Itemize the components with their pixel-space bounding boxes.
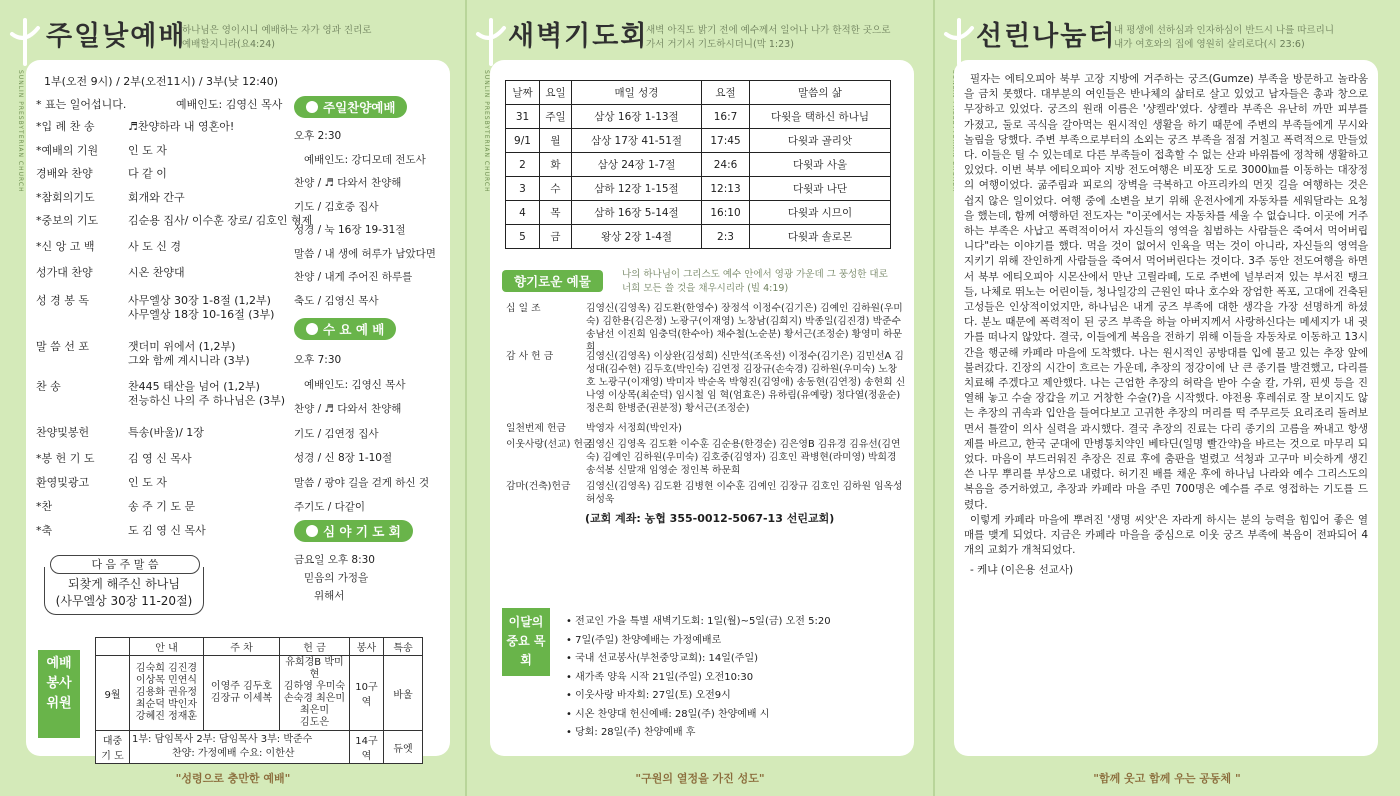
- volunteer-name: 이영주 김두호: [210, 681, 273, 692]
- church-vertical-text: SUNLIN PRESBYTERIAN CHURCH: [17, 70, 24, 193]
- table-header: 특송: [384, 638, 423, 656]
- table-header: 요일: [540, 81, 572, 105]
- offering-row: [506, 438, 906, 478]
- volunteer-name: 유희경B 박미현: [285, 657, 344, 680]
- order-value: 잿더미 위에서 (1,2부): [128, 340, 236, 353]
- cross-badge-icon: [306, 101, 318, 113]
- table-cell: 17:45: [702, 129, 750, 153]
- table-cell: 9/1: [506, 129, 540, 153]
- offering-label: 감 사 헌 금: [506, 351, 554, 362]
- table-cell: 다윗과 골리앗: [750, 129, 891, 153]
- cross-logo-icon: [8, 18, 42, 66]
- worship-order-item: [36, 378, 286, 408]
- prayer-label: 대중 기 도: [96, 731, 130, 764]
- dawn-row: [506, 225, 891, 249]
- table-cell: 4: [506, 201, 540, 225]
- night-prayer-heading: [294, 520, 413, 542]
- offering-row: [506, 302, 906, 353]
- order-value: 도 김 영 신 목사: [128, 524, 206, 537]
- table-cell: 화: [540, 153, 572, 177]
- title-verse: [646, 24, 890, 52]
- order-value: 김 영 신 목사: [128, 452, 192, 465]
- prayer-special: 듀엣: [384, 731, 423, 764]
- verse-line: 하나님은 영이시니 예배하는 자가 영과 진리로: [182, 25, 372, 36]
- prayer-line: 찬양: 가정예배 수요: 이한산: [172, 748, 295, 759]
- schedule-line: 말씀 / 광야 길을 걷게 하신 것: [294, 476, 430, 489]
- order-label: 성 경 봉 독: [36, 294, 89, 307]
- order-value: 사 도 신 경: [128, 240, 181, 253]
- essay: [964, 72, 1368, 578]
- table-cell: 삼상 17장 41-51절: [572, 129, 702, 153]
- table-header: 봉사: [350, 638, 384, 656]
- news-item: • 이웃사랑 바자회: 27일(토) 오전9시: [566, 690, 731, 701]
- order-label: 경배와 찬양: [36, 167, 93, 180]
- schedule-line: 축도 / 김영신 목사: [294, 294, 379, 307]
- volunteer-month: 9월: [96, 656, 130, 731]
- table-header: [96, 638, 130, 656]
- order-value: 인 도 자: [128, 144, 167, 157]
- offering-title: 향기로운 예물: [502, 270, 603, 292]
- worship-order-item: [36, 338, 286, 368]
- table-header: 날짜: [506, 81, 540, 105]
- table-cell: 2:3: [702, 225, 750, 249]
- news-item: • 당회: 28일(주) 찬양예배 후: [566, 727, 696, 738]
- cross-badge-icon: [306, 323, 318, 335]
- order-value: 그와 함께 계시니라 (3부): [128, 354, 250, 367]
- order-label: *예배의 기원: [36, 144, 99, 157]
- order-value: 사무엘상 30장 1-8절 (1,2부): [128, 294, 271, 307]
- fold-line: [933, 0, 935, 796]
- volunteer-name: 최은미: [300, 705, 329, 716]
- table-cell: 3: [506, 177, 540, 201]
- table-cell: 다윗과 시므이: [750, 201, 891, 225]
- order-label: *중보의 기도: [36, 214, 99, 227]
- schedule-line: 찬양 / ♬ 다와서 찬양해: [294, 177, 402, 189]
- offering-label: 십 일 조: [506, 303, 541, 314]
- night-prayer-title: 심 야 기 도 회: [323, 524, 401, 539]
- order-value: 특송(바울)/ 1장: [128, 426, 204, 439]
- offering-row: [506, 422, 906, 436]
- footer-motto: "성령으로 충만한 예배": [175, 772, 291, 785]
- table-cell: 삼상 16장 1-13절: [572, 105, 702, 129]
- order-label: *축: [36, 524, 53, 537]
- volunteer-name: 손숙경 최은미: [283, 693, 346, 704]
- dawn-row: [506, 105, 891, 129]
- schedule-line: 기도 / 김연정 집사: [294, 427, 379, 440]
- volunteer-name: 이상목 민연식: [135, 675, 198, 686]
- prayer-row: [96, 731, 423, 764]
- verse-line: 가서 거기서 기도하시더니(막 1:23): [646, 39, 794, 50]
- offering-label: 이웃사랑(선교) 헌금: [506, 439, 593, 450]
- volunteer-name: 최순덕 박인자: [135, 699, 198, 710]
- offering-verse: [622, 268, 888, 296]
- order-label: *입 례 찬 송: [36, 120, 95, 133]
- verse-line: 너희 모든 쓸 것을 채우시리라 (빌 4:19): [622, 283, 789, 294]
- volunteer-guides: [130, 656, 204, 731]
- dawn-row: [506, 201, 891, 225]
- essay-signature: - 케냐 (이은용 선교사): [970, 563, 1074, 576]
- order-label: * 표는 일어섭니다.: [36, 98, 127, 111]
- volunteer-name: 김도은: [300, 717, 329, 728]
- volunteer-name: 김용화 권유정: [135, 687, 198, 698]
- table-cell: 삼하 12장 1-15절: [572, 177, 702, 201]
- offering-names: 김영신 김영옥 김도환 이수훈 김순용(한경순) 김은영B 김유경 김유선(김연숙) 김예인 김하원(우미숙) 김호중(김영자) 김호인 곽병현(라미영) 박희경 송석봉 신말재 임영순 정인복 하문희: [586, 439, 901, 476]
- order-label: 말 씀 선 포: [36, 340, 89, 353]
- table-cell: 수: [540, 177, 572, 201]
- fold-line: [465, 0, 467, 796]
- table-header: 매일 성경: [572, 81, 702, 105]
- wednesday-service-title: 수 요 예 배: [323, 322, 385, 337]
- church-account: (교회 계좌: 농협 355-0012-5067-13 선린교회): [585, 512, 835, 525]
- order-value: ♬찬양하라 내 영혼아!: [128, 120, 235, 133]
- table-header: 주 차: [204, 638, 280, 656]
- schedule-line: 예배인도: 김영신 목사: [304, 378, 406, 391]
- essay-paragraph: 이렇게 카페라 마을에 뿌려진 '생명 씨앗'은 자라게 하시는 분의 능력을 힘입어 좋은 열매를 맺게 되었다. 지금은 카페라 마을을 중심으로 이웃 궁즈 부족에 복음이 전파되어 4개의 교회가 개척되었다.: [964, 513, 1368, 557]
- prayer-line: 1부: 담임목사 2부: 담임목사 3부: 박준수: [132, 734, 313, 745]
- order-value: 회개와 간구: [128, 191, 185, 204]
- offering-row: [506, 480, 906, 510]
- cross-badge-icon: [306, 525, 318, 537]
- table-cell: 31: [506, 105, 540, 129]
- schedule-line: 찬양 / ♬ 다와서 찬양해: [294, 403, 402, 415]
- volunteer-header-row: [96, 638, 423, 656]
- prayer-service: 14구역: [350, 731, 384, 764]
- essay-paragraph: 필자는 에티오피아 북부 고장 지방에 거주하는 궁즈(Gumze) 부족을 방문하고 놀라움을 금치 못했다. 대부분의 여인들은 반나체의 삶터로 살고 있었고 남자들은 총과 창으로 무장하고 있었다. 궁즈의 원래 이름은 '샹켈라'였다. 샹켈라 부족은 유난히 까만 피부를 가졌고, 둘로 곡식을 갈아먹는 원시적인 생활을 하기 때문에 주변의 부족들에게 무시와 놀림을 당했다. 주변 부족으로부터의 소외는 궁즈 부족을 점점 거칠고 폭력적으로 만들었다. 이들은 틸 수 있는데로 다른 부족들이 접촉할 수 없는 산과 바위틈에 정착해 생활하고 있었다. 이번 북부 에티오피아 지방 전도여행은 비포장 도로 3000㎞를 이동하는 대장정의 여행이었다. 굶주림과 피로의 장벽을 극복하고 아프리카의 먼짓 길을 여행하는 것은 쉽지 않은 일이었다. 여행 중에 소변을 보기 위해 운전사에게 자동차를 세워달라는 요청을 했는데, 함께 여행하던 전도자는 "이곳에서는 자동차를 세울 수 없습니다. 이곳에 거주하는 부족은 사납고 폭력적이어서 자신들의 영역을 침범하는 사람들은 죽여서 먹어버립니다"라는 이야기를 했다. 먹을 것이 없어서 인육을 먹는 것이 아니라, 자신들의 영역을 지키기 위해 잔인하게 사람들을 죽여서 먹어버린다는 것이다. 3주 동안 전도여행을 하면서 북부 에티오피아 시몬산에서 만난 고릴라떼, 도로 주변에 널부러져 있는 부서진 탱크들, 나체로 뛰노는 어린이들, 청나일강의 근원인 따나 호수와 장엄한 폭포, 고대에 건축된 고성들은 인상적이었지만, 하나님은 내게 궁즈 부족에 대한 생각을 가장 선명하게 하셨다. 분노 때문에 폭력적이 된 궁즈 부족을 하늘 아버지께서 사랑하신다는 메세지가 내 귓가를 떠나지 않았다. 결국, 이들에게 복음을 전하기 위해 이들을 자동차로 이동하고 13시간을 행군해 카페라 마을에 도착했다. 나는 원시적인 공방대를 입에 물고 있는 추장 앞에 불려갔다. 긴장의 시간이 흐르는 가운데, 추장의 정강이에 난 큰 종기를 발견했고, 다리를 치료해 주겠다고 제안했다. 나는 근엄한 추장의 허락을 받아 수술 칼, 가위, 핀셋 등을 진열해 놓고 수술 장갑을 끼고 거창한 수술(?)을 시작했다. 야전용 후레쉬로 잘 보이지도 않는 추장의 귀속과 입안을 들여다보고 고귀한 추장의 머리를 떡 주무르듯 요리조리 돌려보면서 틀깔이 의사 실력을 과시했다. 결국 추장의 진료는 다리 종기의 고름을 짜내고 항생제를 바르고, 한국 군대에 만병통치약인 베타딘(일명 빨간약)을 바르는 것으로 마무리 되었다. 마음이 부드러워진 추장은 진료 후에 춤판을 벌렸고 석청과 고구마 비슷하게 생긴 쓴 나무 뿌리를 부상으로 내렸다. 허기진 배를 채운 후에 하나님 나라와 예수 그리스도의 복음을 증거하였고, 추장과 카페라 마을 주민 700명은 예수를 주로 영접하는 기도를 드렸다.: [964, 73, 1368, 511]
- next-week-sermon: 되찾게 해주신 하나님: [68, 577, 180, 591]
- worship-order-item: [36, 264, 286, 294]
- volunteer-offering: [280, 656, 350, 731]
- table-cell: 삼하 16장 5-14절: [572, 201, 702, 225]
- schedule-line: 성경 / 신 8장 1-10절: [294, 452, 393, 464]
- order-value: 사무엘상 18장 10-16절 (3부): [128, 308, 275, 321]
- schedule-line: 주기도 / 다같이: [294, 501, 366, 513]
- next-week-scripture: (사무엘상 30장 11-20절): [55, 594, 193, 608]
- news-item: • 국내 선교봉사(부천중앙교회): 14일(주일): [566, 653, 759, 664]
- table-cell: 16:7: [702, 105, 750, 129]
- page-title: 새벽기도회: [508, 21, 649, 52]
- table-cell: 목: [540, 201, 572, 225]
- schedule-line: 오후 7:30: [294, 354, 342, 366]
- order-label: *신 앙 고 백: [36, 240, 95, 253]
- schedule-line: 기도 / 김호중 집사: [294, 200, 379, 213]
- table-cell: 12:13: [702, 177, 750, 201]
- dawn-row: [506, 153, 891, 177]
- volunteer-table: [95, 637, 423, 764]
- offering-names: 박영자 서정희(박인자): [586, 423, 682, 434]
- offering-names: 김영신(김영옥) 이상완(김성희) 신만석(조옥선) 이정수(김기은) 김민선A 김성대(김수현) 김두호(박인숙) 김연정 김장규(손숙경) 김하원(우미숙) 노창호 노광구(이재영) 박미자 박순옥 박형진(김영애) 송동현(김연정) 송현희 신나영 이상목(최순덕) 임시철 임 혁(엄효은) 유하림(유예랑) 정다열(정윤순) 정은희 한병준(권분정) 황서근(조정순): [586, 351, 906, 414]
- news-item: • 시온 찬양대 헌신예배: 28일(주) 찬양예배 시: [566, 708, 770, 720]
- page-title: 주일낮예배: [46, 21, 187, 52]
- volunteer-name: 김하영 우미숙: [283, 681, 346, 692]
- order-label: 환영및광고: [36, 476, 90, 489]
- footer-motto: "함께 웃고 함께 우는 공동체 ": [1093, 772, 1241, 785]
- schedule-line: 오후 2:30: [294, 130, 342, 142]
- table-cell: 월: [540, 129, 572, 153]
- verse-line: 새벽 아직도 밝기 전에 예수께서 일어나 나가 한적한 곳으로: [646, 25, 891, 36]
- volunteer-row: [96, 656, 423, 731]
- volunteer-name: 김장규 이세복: [210, 693, 273, 704]
- service-times: 1부(오전 9시) / 2부(오전11시) / 3부(낮 12:40): [44, 75, 279, 88]
- table-cell: 다윗과 솔로몬: [750, 225, 891, 249]
- offering-names: 김영신(김영옥) 김도환 김병현 이수훈 김예인 김장규 김호인 김하원 임옥성 허성욱: [586, 481, 903, 505]
- offering-names: 김영신(김영옥) 김도환(한영수) 장정석 이정수(김기은) 김예인 김하원(우미숙) 김한용(김은정) 노광구(이재영) 노창남(김희지) 박종일(김진경) 박준수 송남선 이진희 임충덕(한수아) 채수철(노순분) 황서근(조정순) 황영미 하문희: [586, 303, 903, 353]
- table-cell: 다윗과 사울: [750, 153, 891, 177]
- volunteer-service: 10구역: [350, 656, 384, 731]
- volunteer-parking: [204, 656, 280, 731]
- order-value: 김순용 집사/ 이수훈 장로/ 김호인 형제: [128, 214, 313, 227]
- order-label: *찬: [36, 500, 53, 513]
- news-item: • 7일(주일) 찬양예배는 가정예배로: [566, 634, 722, 646]
- next-week-box: [44, 567, 204, 615]
- volunteer-special: 바울: [384, 656, 423, 731]
- table-header: 요절: [702, 81, 750, 105]
- offering-row: [506, 350, 906, 418]
- schedule-line: 말씀 / 내 생에 허루가 남았다면: [294, 247, 436, 260]
- order-value: 인 도 자: [128, 476, 167, 489]
- cross-logo-icon: [474, 18, 508, 66]
- news-item: • 새가족 양육 시작 21일(주일) 오전10:30: [566, 671, 754, 683]
- table-cell: 삼상 24장 1-7절: [572, 153, 702, 177]
- table-cell: 24:6: [702, 153, 750, 177]
- praise-service-heading: [294, 96, 407, 118]
- order-value: 찬445 태산을 넘어 (1,2부): [128, 380, 260, 393]
- praise-service-title: 주일찬양예배: [323, 100, 396, 115]
- next-week-label: 다 음 주 말 씀: [91, 558, 159, 571]
- order-label: 성가대 찬양: [36, 266, 93, 279]
- order-value: 예배인도: 김영신 목사: [176, 98, 283, 111]
- worship-order-item: [36, 292, 286, 322]
- table-cell: 16:10: [702, 201, 750, 225]
- page-title: 선린나눔터: [976, 21, 1117, 52]
- table-cell: 주일: [540, 105, 572, 129]
- verse-line: 나의 하나님이 그리스도 예수 안에서 영광 가운데 그 풍성한 대로: [622, 269, 888, 280]
- offering-label: 일천번제 헌금: [506, 423, 566, 434]
- schedule-line: 믿음의 가정을: [304, 572, 369, 584]
- table-cell: 다윗과 나단: [750, 177, 891, 201]
- verse-line: 예배할지니라(요4:24): [182, 39, 275, 50]
- order-label: 찬 송: [36, 380, 61, 393]
- verse-line: 내가 여호와의 집에 영원히 살리로다(시 23:6): [1114, 39, 1305, 50]
- order-label: 찬양및봉헌: [36, 426, 90, 439]
- news-item: • 전교인 가을 특별 새벽기도회: 1일(월)~5일(금) 오전 5:20: [566, 616, 831, 627]
- table-cell: 왕상 2장 1-4절: [572, 225, 702, 249]
- cross-logo-icon: [942, 18, 976, 66]
- worship-order-item: [36, 522, 286, 552]
- table-header: 안 내: [130, 638, 204, 656]
- order-label: *봉 헌 기 도: [36, 452, 95, 465]
- offering-heading: [502, 270, 603, 292]
- church-vertical-text: SUNLIN PRESBYTERIAN CHURCH: [483, 70, 490, 193]
- title-verse: [182, 24, 371, 52]
- wednesday-service-heading: [294, 318, 396, 340]
- verse-line: 내 평생에 선하심과 인자하심이 반드시 나를 따르리니: [1114, 25, 1335, 36]
- schedule-line: 예배인도: 강디모데 전도사: [304, 153, 426, 166]
- schedule-line: 찬양 / 내게 주어진 하루를: [294, 271, 413, 283]
- order-label: *참회의기도: [36, 191, 95, 204]
- table-cell: 금: [540, 225, 572, 249]
- title-verse: [1114, 24, 1334, 52]
- order-value: 전능하신 나의 주 하나님은 (3부): [128, 394, 286, 407]
- footer-motto: "구원의 열정을 가진 성도": [635, 772, 765, 785]
- volunteer-name: 김숙희 김진경: [135, 663, 198, 674]
- dawn-header-row: [506, 81, 891, 105]
- dawn-prayer-table: [505, 80, 891, 249]
- table-header: 말씀의 삶: [750, 81, 891, 105]
- offering-label: 감마(건축)헌금: [506, 481, 571, 492]
- dawn-row: [506, 177, 891, 201]
- table-header: 헌 금: [280, 638, 350, 656]
- order-value: 다 같 이: [128, 167, 167, 180]
- dawn-row: [506, 129, 891, 153]
- table-cell: 5: [506, 225, 540, 249]
- order-value: 송 주 기 도 문: [128, 500, 196, 513]
- volunteer-name: 강혜진 정재훈: [135, 711, 198, 722]
- table-cell: 2: [506, 153, 540, 177]
- schedule-line: 금요일 오후 8:30: [294, 554, 375, 566]
- schedule-line: 성경 / 눅 16장 19-31절: [294, 224, 406, 236]
- volunteer-label: 예배 봉사 위원: [38, 650, 80, 738]
- news-label: 이달의 중요 목회: [502, 608, 550, 676]
- prayer-assignments: [130, 731, 350, 764]
- table-cell: 다윗을 택하신 하나님: [750, 105, 891, 129]
- schedule-line: 위해서: [314, 590, 345, 602]
- order-value: 시온 찬양대: [128, 266, 185, 279]
